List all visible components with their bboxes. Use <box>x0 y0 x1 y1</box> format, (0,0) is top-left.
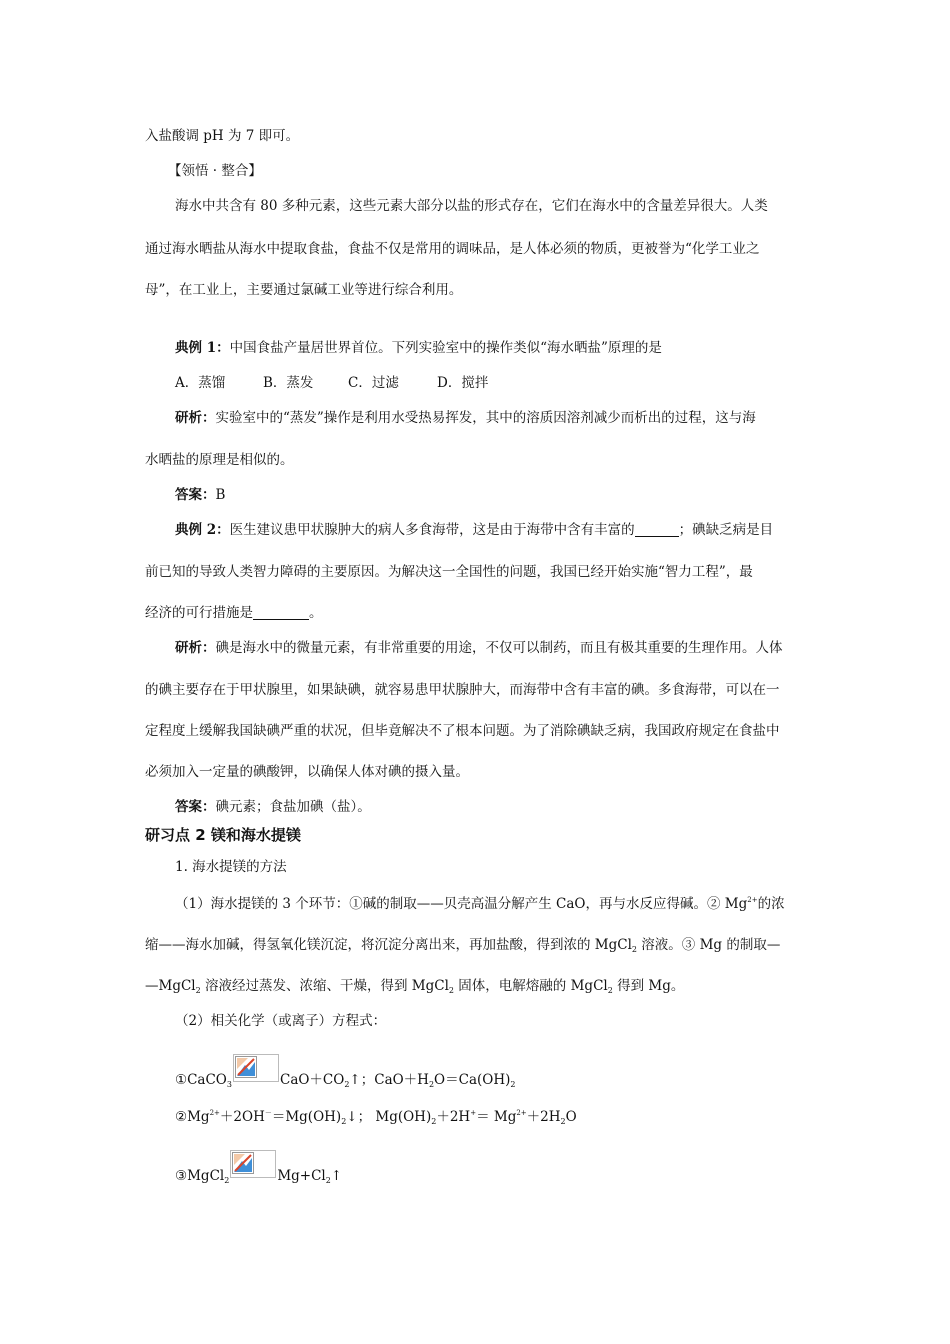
formula-text: ＋2H <box>526 1109 561 1125</box>
text-run: 缩——海水加碱，得氢氧化镁沉淀，将沉淀分离出来，再加盐酸，得到浓的 MgCl <box>145 937 632 953</box>
subscript: 2 <box>631 945 637 954</box>
text-run: 得到 Mg。 <box>612 978 685 994</box>
text-run: （1）海水提镁的 3 个环节：①碱的制取——贝壳高温分解产生 CaO，再与水反应得碱。② Mg <box>175 896 748 912</box>
answer-text: 碘元素；食盐加碘（盐）。 <box>215 799 371 815</box>
text-line: 入盐酸调 pH 为 7 即可。 <box>145 128 300 144</box>
option-c: C．过滤 <box>348 375 399 391</box>
superscript: 2+ <box>747 896 758 904</box>
fill-blank[interactable] <box>635 522 679 537</box>
paragraph-line <box>145 936 780 954</box>
question-text: 中国食盐产量居世界首位。下列实验室中的操作类似“海水晒盐”原理的是 <box>229 340 662 356</box>
equation-2 <box>175 1108 577 1126</box>
paragraph-line: 海水中共含有 80 多种元素，这些元素大部分以盐的形式存在，它们在海水中的含量差异很大。人类 <box>175 198 768 214</box>
question-text: 医生建议患甲状腺肿大的病人多食海带，这是由于海带中含有丰富的 <box>229 522 635 538</box>
formula-text: ＝ Mg <box>476 1109 517 1125</box>
formula-text: ＝Mg(OH) <box>271 1109 342 1125</box>
broken-image-icon <box>230 1150 276 1178</box>
formula-text: ＋2OH <box>219 1109 265 1125</box>
subscript: 2 <box>344 1080 350 1089</box>
text-run: 溶液经过蒸发、浓缩、干燥，得到 MgCl <box>200 978 449 994</box>
subscript: 2 <box>431 1117 437 1126</box>
subscript: 2 <box>560 1117 566 1126</box>
subscript: 2 <box>607 986 613 995</box>
analysis-text: 的碘主要存在于甲状腺里，如果缺碘，就容易患甲状腺肿大，而海带中含有丰富的碘。多食海带，可以在一 <box>145 682 780 698</box>
formula-text: ＋2H <box>436 1109 471 1125</box>
paragraph-line <box>145 977 684 995</box>
formula-text: CaO＋CO <box>279 1072 345 1088</box>
question-text: 经济的可行措施是 <box>145 605 253 621</box>
equation-3 <box>175 1150 342 1191</box>
analysis-text: 定程度上缓解我国缺碘严重的状况，但毕竟解决不了根本问题。为了消除碘缺乏病，我国政府规定在食盐中 <box>145 723 780 739</box>
subscript: 2 <box>510 1080 516 1089</box>
text-run: 溶液。③ Mg 的制取— <box>637 937 781 953</box>
subscript: 2 <box>448 986 455 995</box>
answer-label: 答案： <box>175 799 216 815</box>
superscript: + <box>470 1109 477 1117</box>
superscript: 2+ <box>209 1109 220 1117</box>
section-heading: 研习点 2 镁和海水提镁 <box>145 826 301 844</box>
formula-text: ↓； Mg(OH) <box>346 1109 432 1125</box>
formula-text: ①CaCO <box>175 1072 227 1088</box>
example-label: 典例 1： <box>175 340 230 356</box>
answer-label: 答案： <box>175 487 216 503</box>
analysis-label: 研析： <box>175 410 216 426</box>
section-label: 【领悟 · 整合】 <box>168 163 262 179</box>
question-text: 。 <box>309 605 323 621</box>
analysis-text: 碘是海水中的微量元素，有非常重要的用途，不仅可以制药，而且有极其重要的生理作用。人体 <box>215 640 783 656</box>
analysis-text: 水晒盐的原理是相似的。 <box>145 452 294 468</box>
subheading: 1. 海水提镁的方法 <box>175 859 287 875</box>
example-2-question <box>175 521 773 539</box>
text-run: 的浓 <box>757 896 785 912</box>
paragraph-line: 母”，在工业上，主要通过氯碱工业等进行综合利用。 <box>145 282 463 298</box>
example-1-options <box>175 374 488 392</box>
analysis-text: 必须加入一定量的碘酸钾，以确保人体对碘的摄入量。 <box>145 764 469 780</box>
analysis-text: 实验室中的“蒸发”操作是利用水受热易挥发，其中的溶质因溶剂减少而析出的过程，这与海 <box>215 410 756 426</box>
text-run: —MgCl <box>145 978 196 994</box>
question-text: 前已知的导致人类智力障碍的主要原因。为解决这一全国性的问题，我国已经开始实施“智力工程”，最 <box>145 564 753 580</box>
answer-text: B <box>215 487 226 503</box>
example-2-answer <box>175 798 371 816</box>
question-text: ；碘缺乏病是目 <box>678 522 774 538</box>
paragraph-line <box>175 895 785 913</box>
option-a: A．蒸馏 <box>175 375 226 391</box>
subscript: 2 <box>428 1080 435 1089</box>
subheading: （2）相关化学（或离子）方程式： <box>175 1013 387 1029</box>
example-1-question <box>175 339 662 357</box>
formula-text: ③MgCl <box>175 1168 225 1184</box>
text-run: 固体，电解熔融的 MgCl <box>454 978 608 994</box>
equation-1 <box>175 1054 515 1095</box>
fill-blank[interactable] <box>253 605 309 620</box>
example-2-analysis <box>175 639 783 657</box>
subscript: 2 <box>341 1117 347 1126</box>
subscript: 2 <box>325 1176 331 1185</box>
subscript: 2 <box>195 986 201 995</box>
example-1-analysis <box>175 409 756 427</box>
subscript: 2 <box>224 1176 230 1185</box>
subscript: 3 <box>226 1080 232 1089</box>
formula-text: Mg+Cl <box>277 1168 326 1184</box>
example-label: 典例 2： <box>175 522 230 538</box>
superscript: － <box>264 1109 272 1117</box>
option-b: B．蒸发 <box>263 375 314 391</box>
broken-image-icon <box>233 1054 279 1082</box>
question-line <box>145 604 323 622</box>
formula-text: O <box>565 1109 577 1125</box>
formula-text: O＝Ca(OH) <box>434 1072 511 1088</box>
formula-text: ↑；CaO＋H <box>349 1072 429 1088</box>
analysis-label: 研析： <box>175 640 216 656</box>
formula-text: ↑ <box>330 1168 343 1184</box>
formula-text: ②Mg <box>175 1109 210 1125</box>
superscript: 2+ <box>516 1109 527 1117</box>
example-1-answer <box>175 486 225 504</box>
paragraph-line: 通过海水晒盐从海水中提取食盐，食盐不仅是常用的调味品，是人体必须的物质，更被誉为“化学工业之 <box>145 241 760 257</box>
option-d: D．搅拌 <box>437 375 489 391</box>
